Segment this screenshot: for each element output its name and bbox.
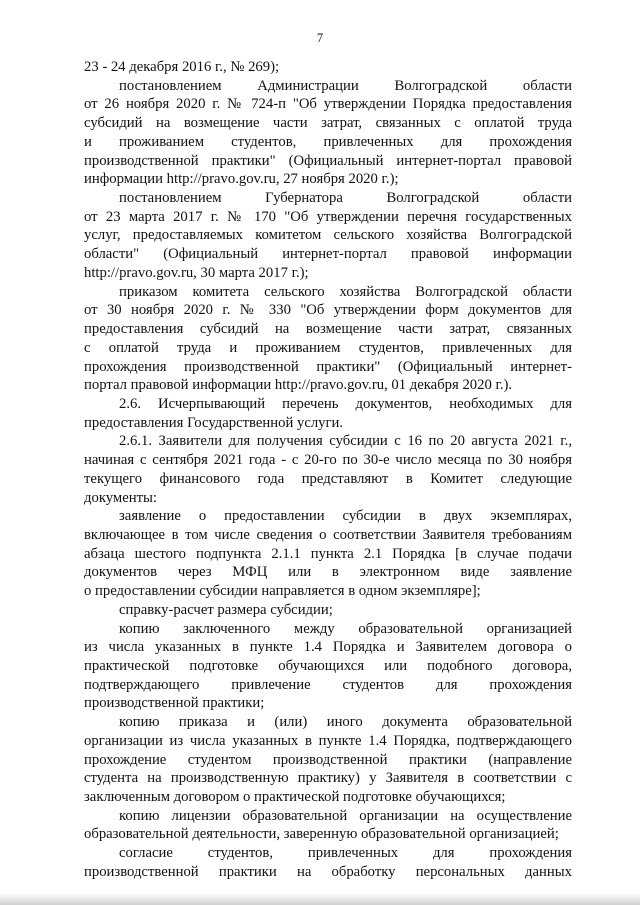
paragraph [84, 713, 572, 807]
text-line: постановлением Администрации Волгоградской области [119, 77, 572, 94]
text-line: услуг, предоставляемых комитетом сельского хозяйства Волгоградской [84, 227, 572, 244]
text-line: документов через МФЦ или в электронном виде заявление [84, 564, 572, 581]
text-line: практической подготовке обучающихся или подобного договора, [84, 658, 572, 674]
text-line: о предоставлении субсидии направляется в одном экземпляре]; [84, 583, 481, 600]
text-line: включающее в том числе сведения о соответствии Заявителя требованиям [84, 526, 572, 543]
text-line: области" (Официальный интернет-портал правовой информации [84, 246, 572, 263]
page-number: 7 [316, 31, 324, 45]
text-line: согласие студентов, привлеченных для прохождения [119, 845, 572, 862]
text-line: заключенным договором о практической подготовке обучающихся; [84, 789, 506, 806]
text-line: производственной практики на обработку персональных данных [84, 863, 572, 880]
text-line: копию заключенного между образовательной организацией [119, 620, 572, 637]
text-line: справку-расчет размера субсидии; [119, 601, 333, 618]
text-line: 2.6.1. Заявители для получения субсидии с 16 по 20 августа 2021 г., [119, 433, 572, 450]
text-line: прохождения производственной практики" (Официальный интернет- [84, 358, 572, 375]
text-line: и проживанием студентов, привлеченных для прохождения [84, 133, 572, 150]
text-line: из числа указанных в пункте 1.4 Порядка и Заявителем договора о [84, 639, 572, 656]
paragraph [84, 620, 572, 714]
text-line: с оплатой труда и проживанием студентов, привлеченных для [84, 339, 572, 356]
text-line: производственной практики" (Официальный интернет-портал правовой [84, 152, 572, 169]
text-line: предоставления субсидий на возмещение части затрат, связанных [84, 321, 572, 338]
text-line: приказом комитета сельского хозяйства Волгоградской области [119, 283, 572, 300]
text-line: студента на производственную практику) у Заявителя в соответствии с [84, 770, 572, 787]
paragraph [84, 507, 572, 601]
paragraph [84, 58, 572, 77]
text-line: образовательной деятельности, заверенную образовательной организацией; [84, 826, 559, 843]
text-line: предоставления Государственной услуги. [84, 414, 344, 431]
text-line: от 23 марта 2017 г. № 170 "Об утверждении перечня государственных [84, 208, 572, 225]
text-line: абзаца шестого подпункта 2.1.1 пункта 2.1 Порядка [в случае подачи [84, 545, 572, 562]
text-line: прохождение студентом производственной практики (направление [84, 751, 572, 768]
scan-edge-shadow [0, 893, 640, 905]
text-line: 23 - 24 декабря 2016 г., № 269); [84, 59, 280, 75]
paragraph [84, 189, 572, 283]
paragraph [84, 601, 572, 620]
paragraph [84, 807, 572, 844]
paragraph [84, 395, 572, 432]
paragraph [84, 283, 572, 395]
text-line: начиная с сентября 2021 года - с 20-го по 30-е число месяца по 30 ноября [84, 452, 572, 469]
text-line: http://pravo.gov.ru, 30 марта 2017 г.); [84, 264, 309, 281]
text-line: организации из числа указанных в пункте 1.4 Порядка, подтверждающего [84, 732, 572, 749]
text-line: заявление о предоставлении субсидии в двух экземплярах, [119, 508, 572, 525]
text-line: субсидий на возмещение части затрат, связанных с оплатой труда [84, 115, 572, 132]
text-line: текущего финансового года представляют в Комитет следующие [84, 470, 572, 487]
paragraph [84, 77, 572, 189]
text-line: 2.6. Исчерпывающий перечень документов, необходимых для [119, 395, 572, 412]
text-line: производственной практики; [84, 695, 265, 712]
text-line: подтверждающего привлечение студентов для прохождения [84, 676, 572, 693]
text-line: копию лицензии образовательной организации на осуществление [119, 807, 572, 824]
text-line: копию приказа и (или) иного документа образовательной [119, 714, 572, 731]
text-line: информации http://pravo.gov.ru, 27 ноября 2020 г.); [84, 171, 399, 188]
text-line: от 30 ноября 2020 г. № 330 "Об утверждении форм документов для [84, 302, 572, 319]
text-line: постановлением Губернатора Волгоградской области [119, 190, 572, 207]
text-line: от 26 ноября 2020 г. № 724-п "Об утверждении Порядка предоставления [84, 96, 572, 113]
text-line: портал правовой информации http://pravo.gov.ru, 01 декабря 2020 г.). [84, 377, 513, 394]
paragraph [84, 844, 572, 881]
document-body [84, 58, 572, 882]
paragraph [84, 432, 572, 507]
text-line: документы: [84, 489, 157, 506]
